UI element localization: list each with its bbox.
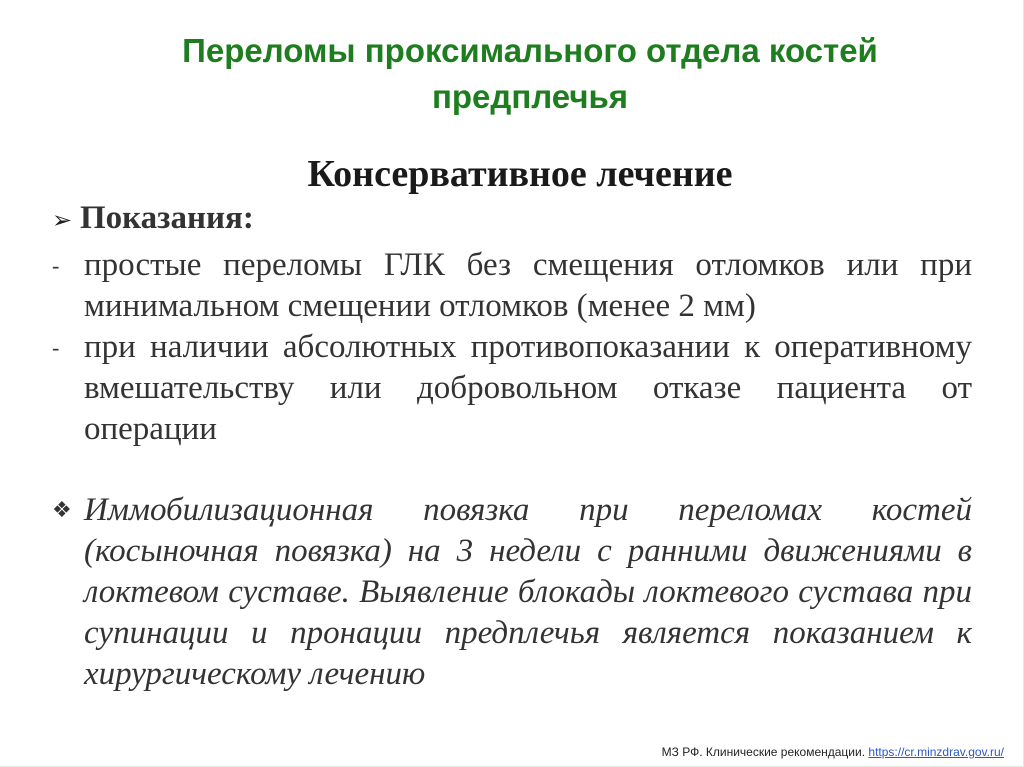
arrow-right-icon: ➢ [52, 206, 73, 234]
treatment-note [52, 490, 972, 695]
four-diamonds-icon: ❖ [52, 498, 72, 523]
indications-block [52, 198, 972, 450]
list-item [52, 245, 972, 327]
list-item-text: при наличии абсолютных противопоказании к оперативному вмешательству или добровольном отказе пациента от операции [84, 329, 972, 447]
list-item [52, 327, 972, 450]
dash-icon: - [52, 253, 60, 278]
footer-source: МЗ РФ. Клинические рекомендации. [661, 745, 866, 759]
treatment-note-text: Иммобилизационная повязка при переломах костей (косыночная повязка) на 3 недели с ранними движениями в локтевом суставе. Выявление блокады локтевого сустава при супинации и пронации предплечья является показанием к хирургическому лечению [84, 492, 972, 692]
list-item-text: простые переломы ГЛК без смещения отломков или при минимальном смещении отломков (менее 2 мм) [84, 247, 972, 324]
indications-heading-label: Показания: [80, 200, 254, 236]
footer-link[interactable]: https://cr.minzdrav.gov.ru/ [868, 745, 1004, 759]
indications-heading [52, 198, 972, 241]
source-footer [662, 745, 1004, 759]
dash-icon: - [52, 335, 60, 360]
slide-title: Переломы проксимального отдела костей предплечья [182, 32, 878, 115]
section-subtitle: Консервативное лечение [307, 153, 733, 195]
